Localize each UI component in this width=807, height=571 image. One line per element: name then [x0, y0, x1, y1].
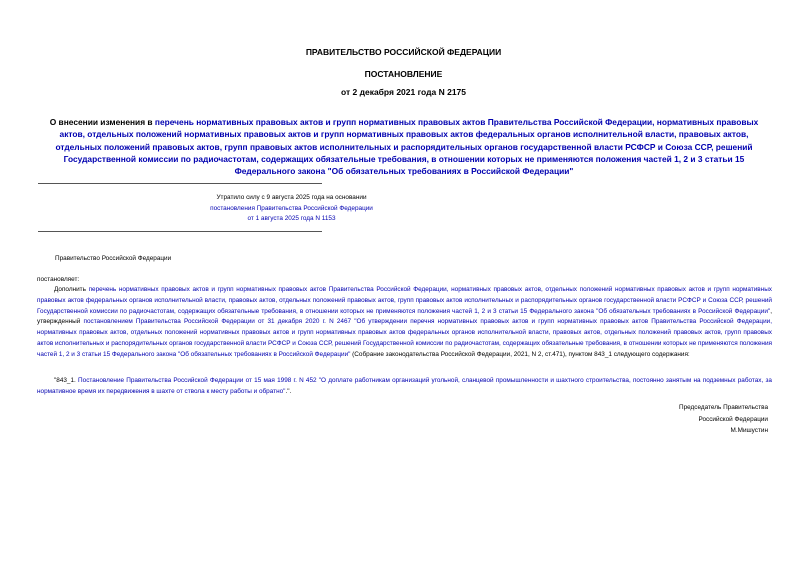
- repeal-note-line1: Утратило силу с 9 августа 2025 года на основании: [216, 194, 367, 201]
- signature-line3: М.Мишустин: [730, 427, 768, 434]
- title-link[interactable]: перечень нормативных правовых актов и групп нормативных правовых актов Правительства Российской Федерации, нормативных правовых актов, отдельных положений нормативных правовых актов и групп нормативных правовых актов федеральных органов исполнительной власти, правовых актов, отдельных положений правовых актов, групп правовых актов исполнительных и распорядительных органов государственной власти РСФСР и Союза ССР, решений Государственной комиссии по радиочастотам, содержащих обязательные требования, в отношении которых не применяются положения частей 1, 2 и 3 статьи 15 Федерального закона "Об обязательных требованиях в Российской Федерации": [55, 117, 759, 177]
- repeal-note: [38, 193, 545, 225]
- item-number: "843_1: [54, 377, 75, 384]
- signature-line1: Председатель Правительства: [679, 404, 768, 411]
- document-title: [36, 116, 772, 177]
- para1-link-list[interactable]: перечень нормативных правовых актов и групп нормативных правовых актов Правительства Российской Федерации, нормативных правовых актов, отдельных положений нормативных правовых актов и групп нормативных правовых актов федеральных органов исполнительной власти, правовых актов, отдельных положений правовых актов, групп правовых актов исполнительных и распорядительных органов государственной власти РСФСР и Союза ССР, решений Государственной комиссии по радиочастотам, содержащих обязательные требования, в отношении которых не применяются положения частей 1, 2 и 3 статьи 15 Федерального закона "Об обязательных требованиях в Российской Федерации": [37, 286, 772, 315]
- divider-top: [38, 183, 322, 184]
- item-end: .".: [285, 387, 292, 395]
- para1-mid: , утвержденный: [37, 307, 772, 326]
- divider-bottom: [38, 231, 322, 232]
- repeal-note-link-line3[interactable]: от 1 августа 2025 года N 1153: [247, 215, 336, 223]
- signature-block: [679, 402, 768, 437]
- para1-link-resolution[interactable]: постановлением Правительства Российской Федерации от 31 декабря 2020 г. N 2467 "Об утверждении перечня нормативных правовых актов и групп нормативных правовых актов Правительства Российской Федерации, нормативных правовых актов, отдельных положений нормативных правовых актов и групп нормативных правовых актов федеральных органов исполнительной власти, правовых актов, отдельных положений правовых актов, групп правовых актов исполнительных и распорядительных органов государственной власти РСФСР и Союза ССР, решений Государственной комиссии по радиочастотам, содержащих обязательные требования, в отношении которых не применяются положения частей 1, 2 и 3 статьи 15 Федерального закона "Об обязательных требованиях в Российской Федерации": [37, 318, 772, 358]
- item-link[interactable]: Постановление Правительства Российской Федерации от 15 мая 1998 г. N 452 "О доплате работникам организаций угольной, сланцевой промышленности и шахтного строительства, постоянно занятым на подземных работах, за нормативное время их передвижения в шахте от ствола к месту работы и обратно": [37, 377, 772, 395]
- government-line: Правительство Российской Федерации: [55, 255, 172, 262]
- document-type: ПОСТАНОВЛЕНИЕ: [364, 69, 443, 79]
- decides-line: постановляет:: [37, 276, 80, 283]
- para1-pre: Дополнить: [54, 286, 89, 293]
- document-date-number: от 2 декабря 2021 года N 2175: [340, 87, 467, 97]
- item-843-1: [37, 376, 772, 398]
- title-prefix: О внесении изменения в: [49, 117, 155, 127]
- item-colon: .: [74, 377, 79, 384]
- para1-post: (Собрание законодательства Российской Федерации, 2021, N 2, ст.471), пунктом 843_1 следующего содержания:: [350, 350, 690, 358]
- repeal-note-link-line2[interactable]: постановления Правительства Российской Федерации: [210, 204, 373, 212]
- signature-line2: Российской Федерации: [698, 415, 768, 423]
- main-paragraph: [37, 285, 772, 361]
- government-heading: ПРАВИТЕЛЬСТВО РОССИЙСКОЙ ФЕДЕРАЦИИ: [305, 47, 502, 57]
